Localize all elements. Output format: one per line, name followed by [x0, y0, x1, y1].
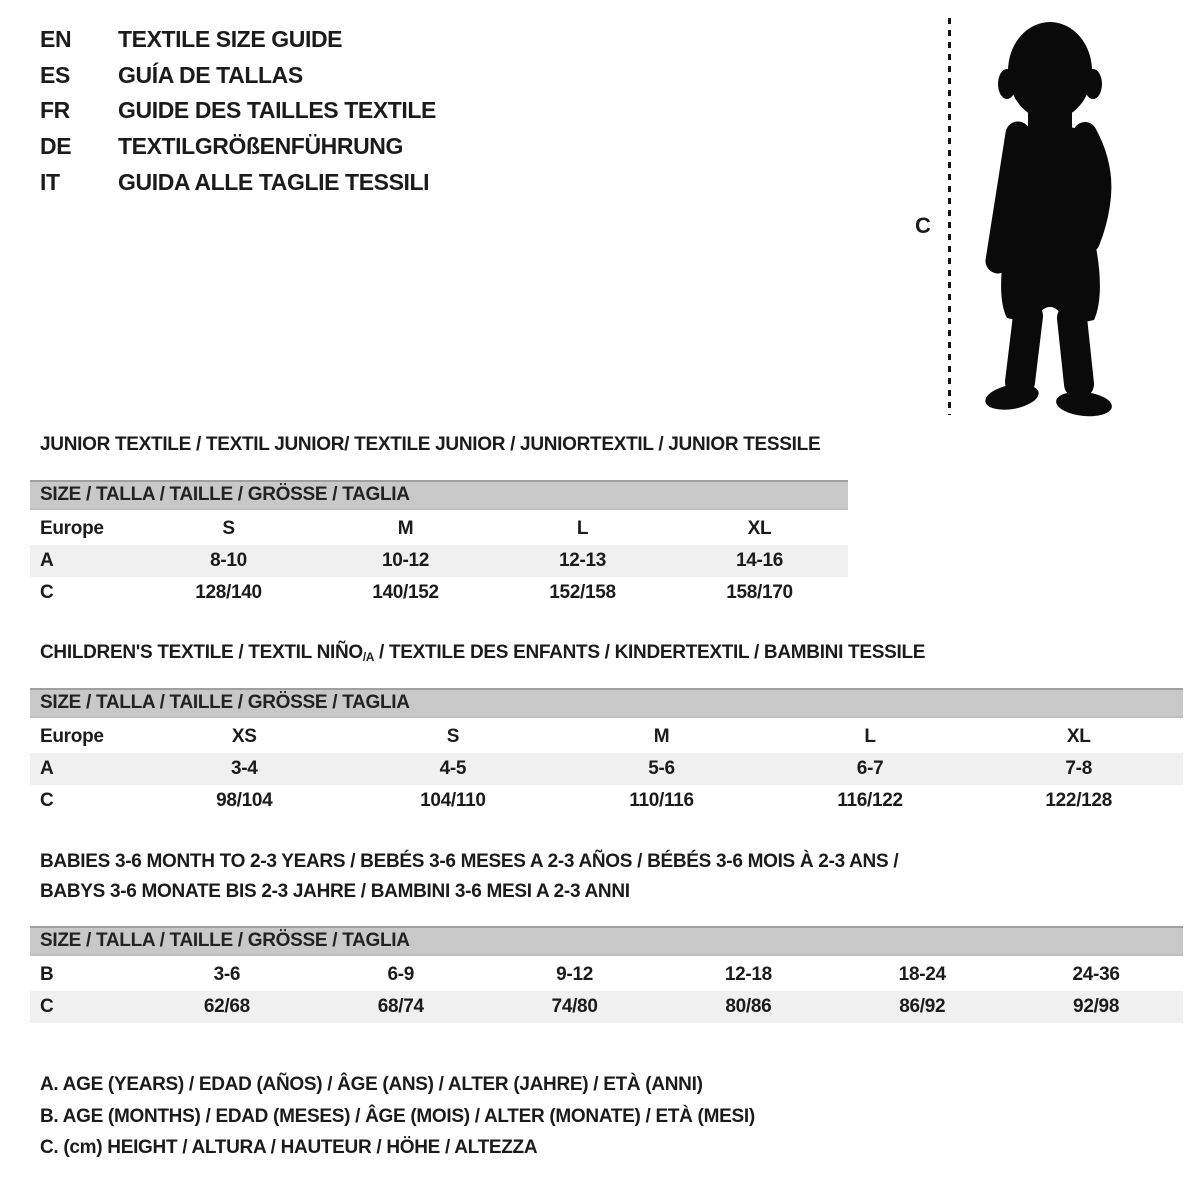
- language-code: DE: [40, 133, 72, 160]
- height-cell: 152/158: [549, 582, 616, 603]
- height-measure-dashed-line: [948, 18, 951, 415]
- size-cell: M: [653, 726, 670, 747]
- age-cell: 12-13: [558, 550, 607, 571]
- babies-title-line2: BABYS 3-6 MONATE BIS 2-3 JAHRE / BAMBINI 3-6 MESI A 2-3 ANNI: [40, 881, 630, 902]
- table-row: [30, 991, 1183, 1023]
- height-cell: 104/110: [420, 790, 486, 811]
- guide-title-es: GUÍA DE TALLAS: [118, 61, 303, 88]
- size-cell: XL: [1066, 726, 1091, 747]
- language-row: [40, 58, 436, 94]
- table-row: [30, 959, 1183, 991]
- size-header-bar: SIZE / TALLA / TAILLE / GRÖSSE / TAGLIA: [30, 926, 1183, 956]
- guide-title-fr: GUIDE DES TAILLES TEXTILE: [118, 97, 436, 124]
- age-cell: 3-4: [231, 758, 258, 779]
- size-cell: L: [576, 518, 589, 539]
- height-cell: 80/86: [725, 996, 772, 1017]
- babies-section-title: [40, 847, 898, 907]
- height-cell: 74/80: [551, 996, 598, 1017]
- age-cell: 10-12: [381, 550, 430, 571]
- legend-line-b: B. AGE (MONTHS) / EDAD (MESES) / ÂGE (MOIS) / ALTER (MONATE) / ETÀ (MESI): [40, 1105, 755, 1127]
- size-cell: S: [222, 518, 235, 539]
- table-row: [30, 577, 848, 609]
- legend-line-a: A. AGE (YEARS) / EDAD (AÑOS) / ÂGE (ANS) / ALTER (JAHRE) / ETÀ (ANNI): [40, 1074, 703, 1095]
- language-header: [40, 22, 436, 200]
- size-header-bar: SIZE / TALLA / TAILLE / GRÖSSE / TAGLIA: [30, 688, 1183, 718]
- children-title-suffix: /A: [362, 650, 375, 664]
- language-code: IT: [40, 168, 60, 195]
- height-cell: 116/122: [837, 790, 903, 811]
- age-cell: 14-16: [735, 550, 784, 571]
- children-title-text: / TEXTILE DES ENFANTS / KINDERTEXTIL / BAMBINI TESSILE: [374, 642, 926, 663]
- table-row: [30, 753, 1183, 785]
- height-cell: 98/104: [216, 790, 273, 811]
- measurement-legend: [40, 1069, 755, 1164]
- language-row: [40, 164, 436, 200]
- babies-title-line1: BABIES 3-6 MONTH TO 2-3 YEARS / BEBÉS 3-6 MESES A 2-3 AÑOS / BÉBÉS 3-6 MOIS À 2-3 ANS /: [40, 851, 899, 872]
- height-cell: 158/170: [726, 582, 793, 603]
- age-cell: 5-6: [648, 758, 675, 779]
- baby-silhouette-icon: [962, 14, 1140, 420]
- row-label-a: A: [40, 550, 54, 571]
- age-months-cell: 12-18: [724, 964, 772, 985]
- language-row: [40, 22, 436, 58]
- guide-title-it: GUIDA ALLE TAGLIE TESSILI: [118, 168, 430, 195]
- language-row: [40, 93, 436, 129]
- children-size-table: [30, 688, 1183, 817]
- language-row: [40, 129, 436, 165]
- age-cell: 4-5: [439, 758, 467, 779]
- junior-size-table: [30, 480, 848, 609]
- table-row: [30, 545, 848, 577]
- language-code: ES: [40, 61, 70, 88]
- row-label-europe: Europe: [40, 518, 104, 539]
- table-row: [30, 721, 1183, 753]
- size-cell: L: [864, 726, 876, 747]
- table-row: [30, 513, 848, 545]
- babies-size-table: [30, 926, 1183, 1023]
- height-cell: 122/128: [1045, 790, 1112, 811]
- guide-title-en: TEXTILE SIZE GUIDE: [118, 26, 343, 53]
- height-cell: 110/116: [629, 790, 694, 811]
- age-months-cell: 9-12: [556, 964, 593, 985]
- height-cell: 140/152: [372, 582, 439, 603]
- size-cell: XS: [231, 726, 257, 747]
- size-cell: S: [446, 726, 460, 747]
- row-label-b: B: [40, 964, 54, 985]
- age-months-cell: 3-6: [213, 964, 241, 985]
- children-section-title: [40, 642, 925, 664]
- height-cell: 92/98: [1073, 996, 1120, 1017]
- guide-title-de: TEXTILGRÖßENFÜHRUNG: [118, 133, 403, 160]
- row-label-europe: Europe: [40, 726, 104, 747]
- age-months-cell: 6-9: [387, 964, 415, 985]
- row-label-c: C: [40, 582, 54, 603]
- size-cell: XL: [747, 518, 772, 539]
- junior-section-title: JUNIOR TEXTILE / TEXTIL JUNIOR/ TEXTILE JUNIOR / JUNIORTEXTIL / JUNIOR TESSILE: [40, 434, 821, 455]
- height-cell: 62/68: [203, 996, 250, 1017]
- legend-line-c: C. (cm) HEIGHT / ALTURA / HAUTEUR / HÖHE / ALTEZZA: [40, 1137, 538, 1159]
- age-cell: 6-7: [856, 758, 884, 779]
- row-label-c: C: [40, 996, 54, 1017]
- age-months-cell: 18-24: [898, 964, 946, 985]
- age-cell: 7-8: [1065, 758, 1092, 779]
- size-cell: M: [397, 518, 414, 539]
- size-header-bar: SIZE / TALLA / TAILLE / GRÖSSE / TAGLIA: [30, 480, 848, 510]
- language-code: FR: [40, 97, 70, 124]
- age-months-cell: 24-36: [1072, 964, 1120, 985]
- height-cell: 128/140: [195, 582, 262, 603]
- height-cell: 86/92: [899, 996, 946, 1017]
- language-code: EN: [40, 26, 72, 53]
- height-cell: 68/74: [377, 996, 424, 1017]
- row-label-c: C: [40, 790, 54, 811]
- height-measure-label: C: [915, 213, 931, 238]
- table-row: [30, 785, 1183, 817]
- age-cell: 8-10: [210, 550, 247, 571]
- children-title-text: CHILDREN'S TEXTILE / TEXTIL NIÑO: [40, 642, 363, 663]
- row-label-a: A: [40, 758, 54, 779]
